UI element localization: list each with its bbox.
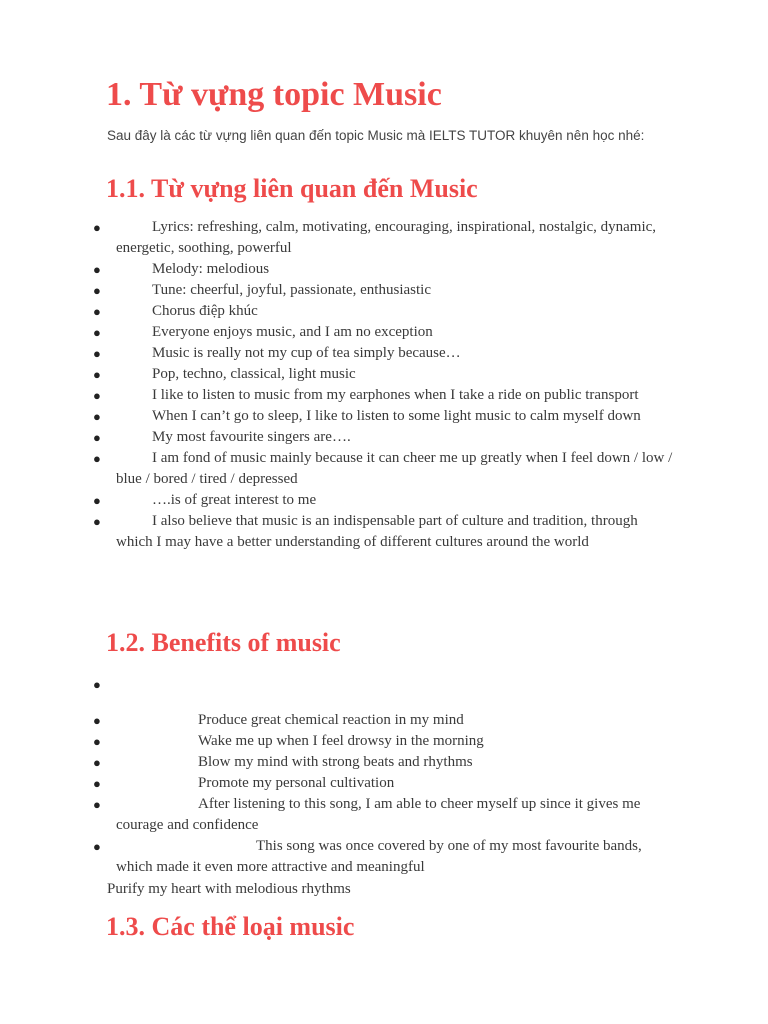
benefits-list [0, 674, 768, 878]
list-item: ● Melody: melodious [0, 259, 676, 280]
section-heading-benefits: 1.2. Benefits of music [106, 628, 341, 657]
list-item: ● I also believe that music is an indispensable part of culture and tradition, through which I may have a better understanding of different cultures around the world [93, 513, 638, 550]
vocabulary-list [0, 217, 768, 553]
list-item: ● Wake me up when I feel drowsy in the morning [0, 731, 676, 752]
list-item: ● This song was once covered by one of my most favourite bands, which made it even more attractive and meaningful [93, 838, 642, 875]
bullet-icon: ● [93, 325, 101, 340]
bullet-icon: ● [93, 797, 101, 812]
section-heading-genres: 1.3. Các thể loại music [106, 912, 355, 941]
bullet-icon: ● [93, 430, 101, 445]
bullet-icon: ● [93, 677, 101, 692]
bullet-icon: ● [93, 451, 101, 466]
list-item: ● My most favourite singers are…. [0, 427, 676, 448]
bullet-icon: ● [93, 776, 101, 791]
list-item: ● Lyrics: refreshing, calm, motivating, encouraging, inspirational, nostalgic, dynamic, energetic, soothing, powerful [93, 219, 657, 256]
bullet-icon: ● [93, 839, 101, 854]
bullet-icon: ● [93, 262, 101, 277]
bullet-icon: ● [93, 409, 101, 424]
bullet-icon: ● [93, 367, 101, 382]
bullet-icon: ● [93, 713, 101, 728]
trailing-line: Purify my heart with melodious rhythms [107, 881, 351, 897]
list-item: ● I like to listen to music from my earphones when I take a ride on public transport [0, 385, 676, 406]
list-item: ● Pop, techno, classical, light music [0, 364, 676, 385]
list-item: ● Chorus điệp khúc [0, 301, 676, 322]
bullet-icon: ● [93, 304, 101, 319]
bullet-icon: ● [93, 220, 101, 235]
list-item: ● Blow my mind with strong beats and rhythms [0, 752, 676, 773]
bullet-icon: ● [93, 388, 101, 403]
list-item: ● Produce great chemical reaction in my mind [0, 710, 676, 731]
bullet-icon: ● [93, 346, 101, 361]
list-item: ● When I can’t go to sleep, I like to listen to some light music to calm myself down [0, 406, 676, 427]
bullet-icon: ● [93, 283, 101, 298]
list-item: ● ….is of great interest to me [0, 490, 676, 511]
list-item: ● I am fond of music mainly because it can cheer me up greatly when I feel down / low / blue / bored / tired / depressed [93, 450, 673, 487]
list-item: ● Everyone enjoys music, and I am no exception [0, 322, 676, 343]
intro-paragraph: Sau đây là các từ vựng liên quan đến topic Music mà IELTS TUTOR khuyên nên học nhé: [107, 128, 645, 143]
bullet-icon: ● [93, 734, 101, 749]
page-title: 1. Từ vựng topic Music [106, 76, 442, 113]
bullet-icon: ● [93, 514, 101, 529]
bullet-icon: ● [93, 493, 101, 508]
section-heading-vocabulary: 1.1. Từ vựng liên quan đến Music [106, 174, 478, 203]
list-item: ● After listening to this song, I am able to cheer myself up since it gives me courage and confidence [93, 796, 641, 833]
list-item: ● Music is really not my cup of tea simply because… [0, 343, 676, 364]
list-item: ● Tune: cheerful, joyful, passionate, enthusiastic [0, 280, 676, 301]
list-item-empty [0, 674, 676, 710]
bullet-icon: ● [93, 755, 101, 770]
list-item: ● Promote my personal cultivation [0, 773, 676, 794]
